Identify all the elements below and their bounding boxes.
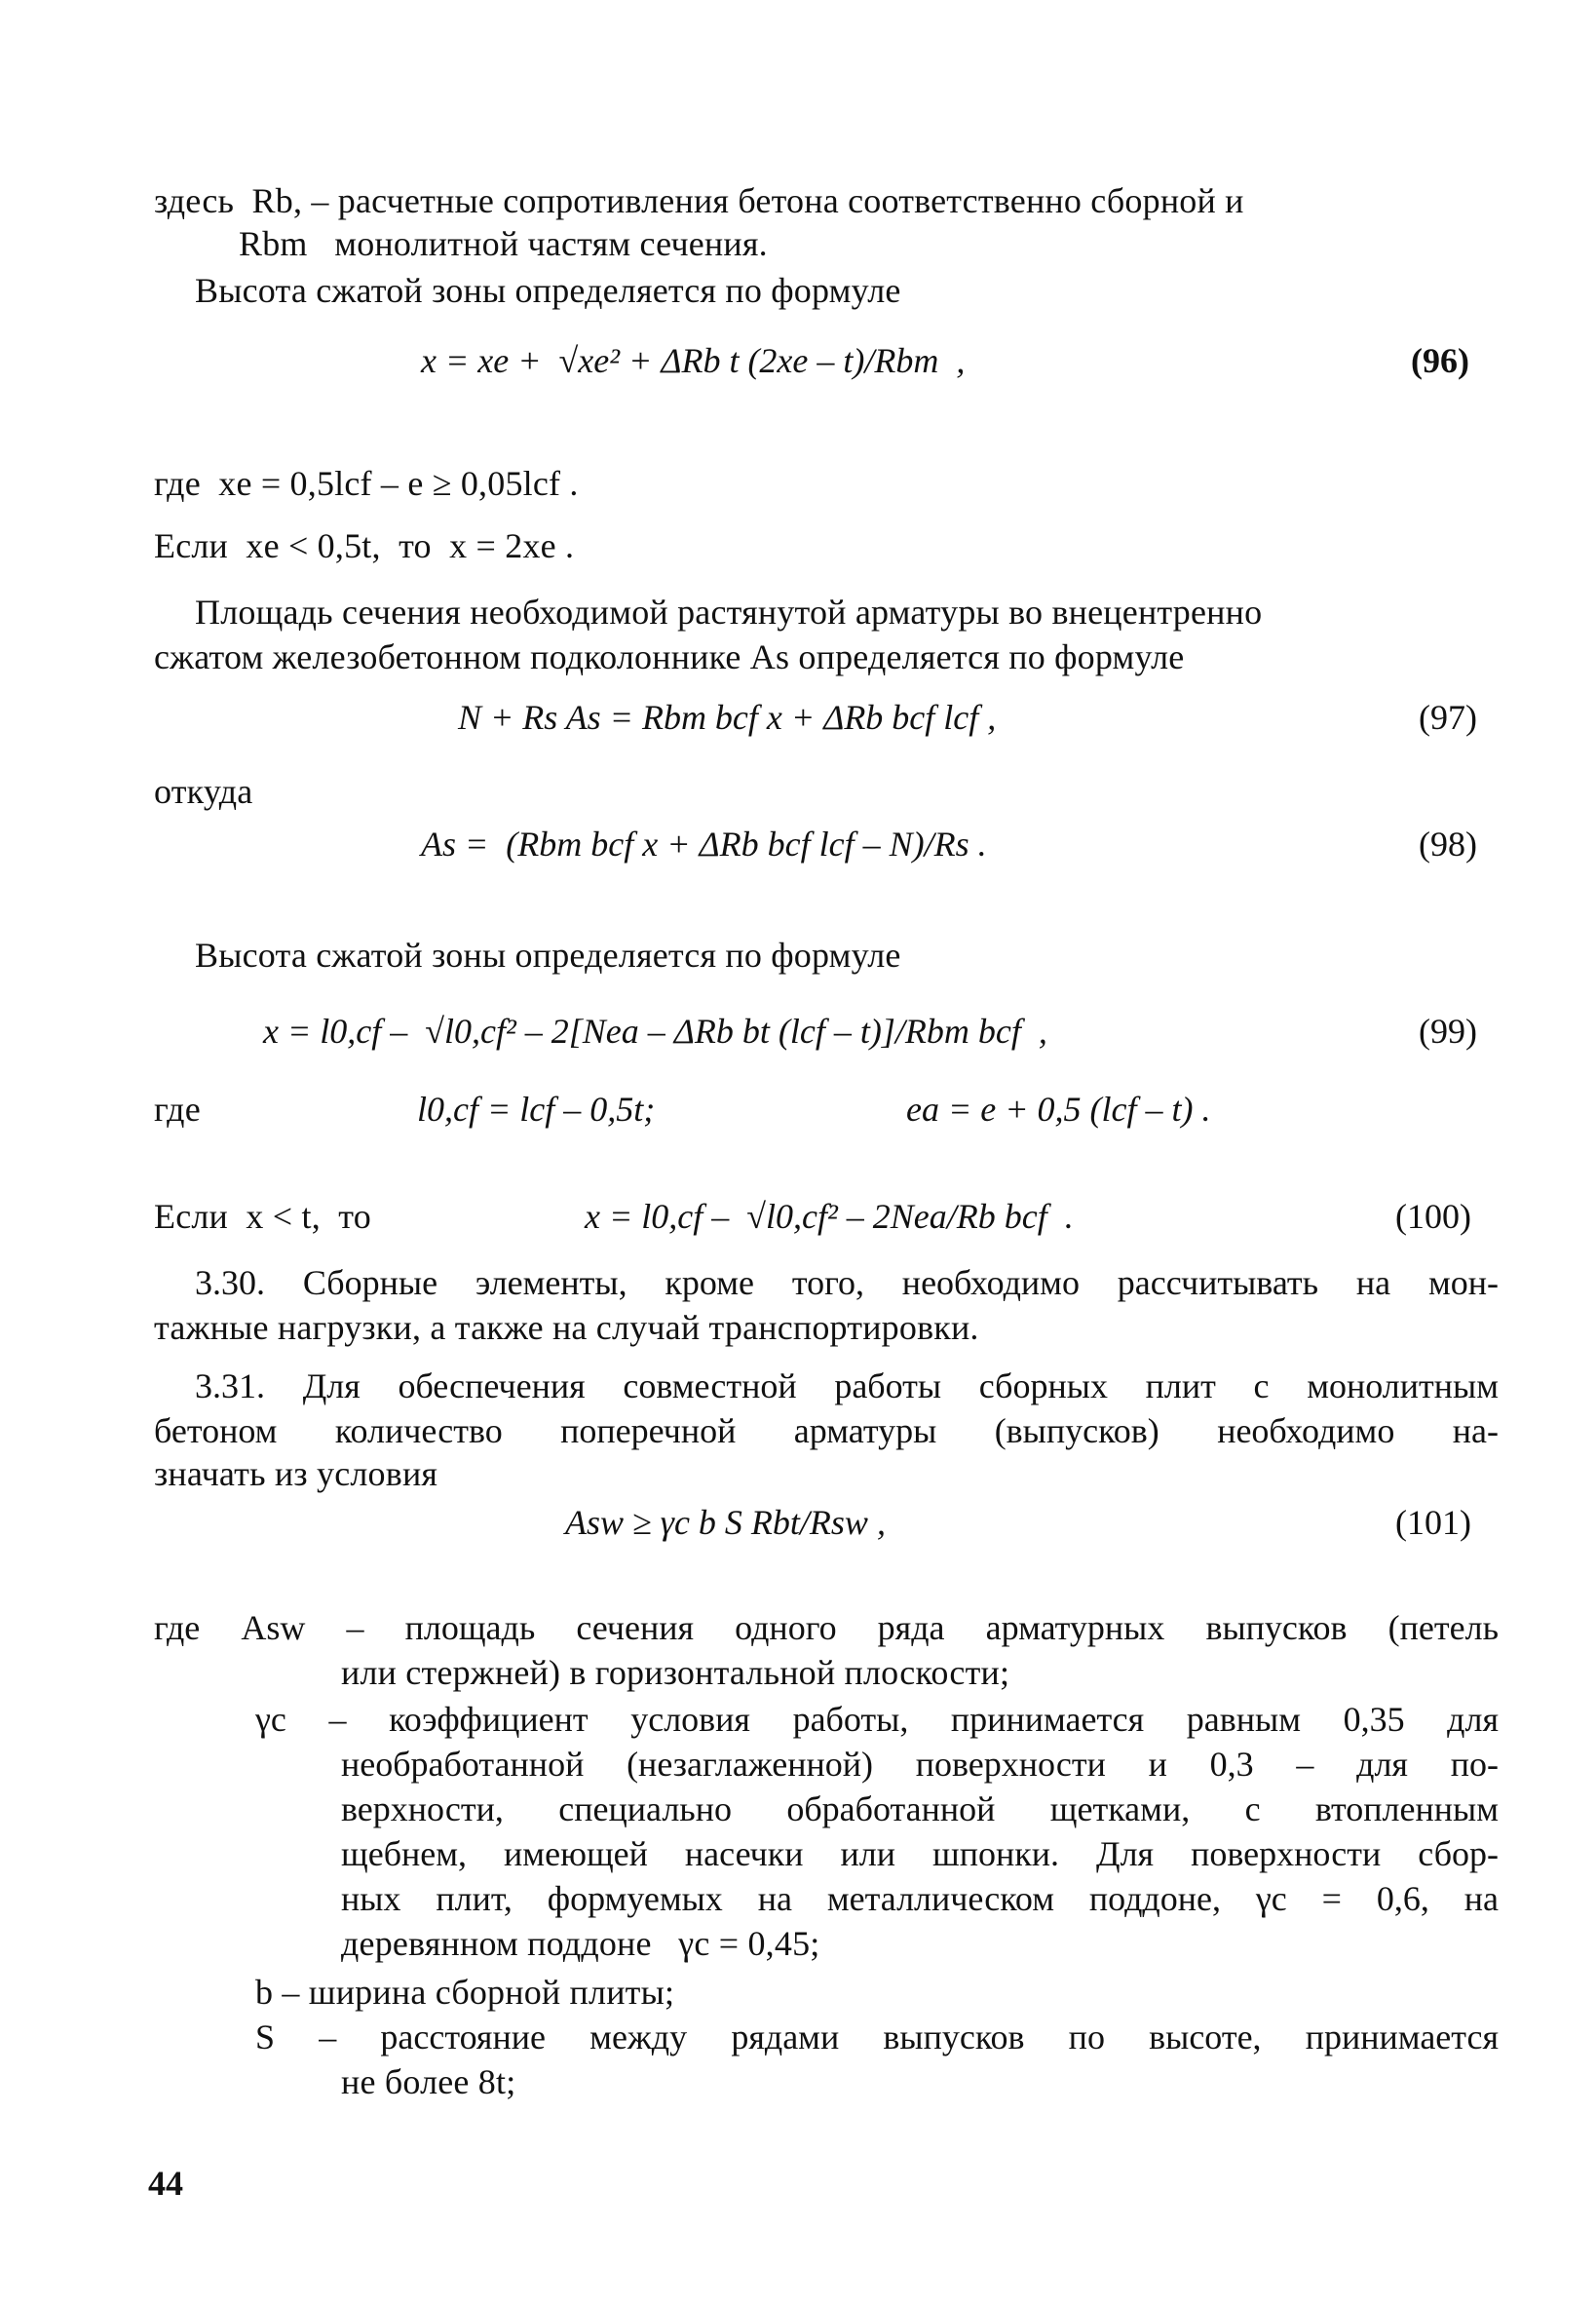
formula-l0cf: l0,cf = lcf – 0,5t; [417,1090,656,1129]
text-line: Если x < t, то [154,1197,371,1236]
equation-number: (101) [1395,1503,1471,1542]
formula-98: As = (Rbm bcf x + ΔRb bcf lcf – N)/Rs . [421,825,987,864]
text-line: Если xe < 0,5t, то x = 2xe . [154,526,575,565]
text-line: ных плит, формуемых на металлическом поддоне, γc = 0,6, на [341,1879,1499,1918]
text-line: деревянном поддоне γc = 0,45; [341,1924,820,1963]
text-line: где xe = 0,5lcf – e ≥ 0,05lcf . [154,464,579,503]
text-line: необработанной (незаглаженной) поверхности и 0,3 – для по- [341,1745,1499,1784]
formula-101: Asw ≥ γc b S Rbt/Rsw , [565,1503,886,1542]
text-line: b – ширина сборной плиты; [255,1973,675,2012]
text-line: Высота сжатой зоны определяется по формуле [195,936,901,975]
formula-97: N + Rs As = Rbm bcf x + ΔRb bcf lcf , [458,698,997,737]
page-number: 44 [148,2164,183,2203]
text-line: Площадь сечения необходимой растянутой арматуры во внецентренно [195,593,1263,632]
equation-number: (97) [1419,698,1477,737]
formula-100: x = l0,cf – √l0,cf² – 2Nea/Rb bcf . [585,1197,1074,1236]
text-line: 3.30. Сборные элементы, кроме того, необходимо рассчитывать на мон- [195,1263,1499,1302]
equation-number: (100) [1395,1197,1471,1236]
text-line: γc – коэффициент условия работы, принимается равным 0,35 для [255,1700,1499,1739]
text-line: откуда [154,772,253,811]
text-line: здесь Rb, – расчетные сопротивления бетона соответственно сборной и [154,181,1244,220]
text-line: где [154,1090,201,1129]
text-line: Высота сжатой зоны определяется по формуле [195,271,901,310]
text-line: бетоном количество поперечной арматуры (выпусков) необходимо на- [154,1411,1499,1450]
formula-ea: ea = e + 0,5 (lcf – t) . [906,1090,1211,1129]
formula-99: x = l0,cf – √l0,cf² – 2[Nea – ΔRb bt (lcf – t)]/Rbm bcf , [263,1012,1047,1051]
formula-96: x = xe + √xe² + ΔRb t (2xe – t)/Rbm , [421,341,966,380]
text-line: сжатом железобетонном подколоннике As определяется по формуле [154,637,1185,676]
equation-number: (96) [1411,341,1469,380]
text-line: не более 8t; [341,2062,516,2101]
text-line: значать из условия [154,1454,438,1493]
text-line: 3.31. Для обеспечения совместной работы сборных плит с монолитным [195,1366,1499,1405]
text-line: где Asw – площадь сечения одного ряда арматурных выпусков (петель [154,1608,1499,1647]
text-line: верхности, специально обработанной щетками, с втопленным [341,1789,1499,1828]
equation-number: (99) [1419,1012,1477,1051]
text-line: щебнем, имеющей насечки или шпонки. Для поверхности сбор- [341,1834,1499,1873]
text-line: или стержней) в горизонтальной плоскости; [341,1653,1010,1692]
text-line: S – расстояние между рядами выпусков по высоте, принимается [255,2018,1499,2056]
text-line: тажные нагрузки, а также на случай транспортировки. [154,1308,979,1347]
equation-number: (98) [1419,825,1477,864]
text-line: Rbm монолитной частям сечения. [239,224,768,263]
